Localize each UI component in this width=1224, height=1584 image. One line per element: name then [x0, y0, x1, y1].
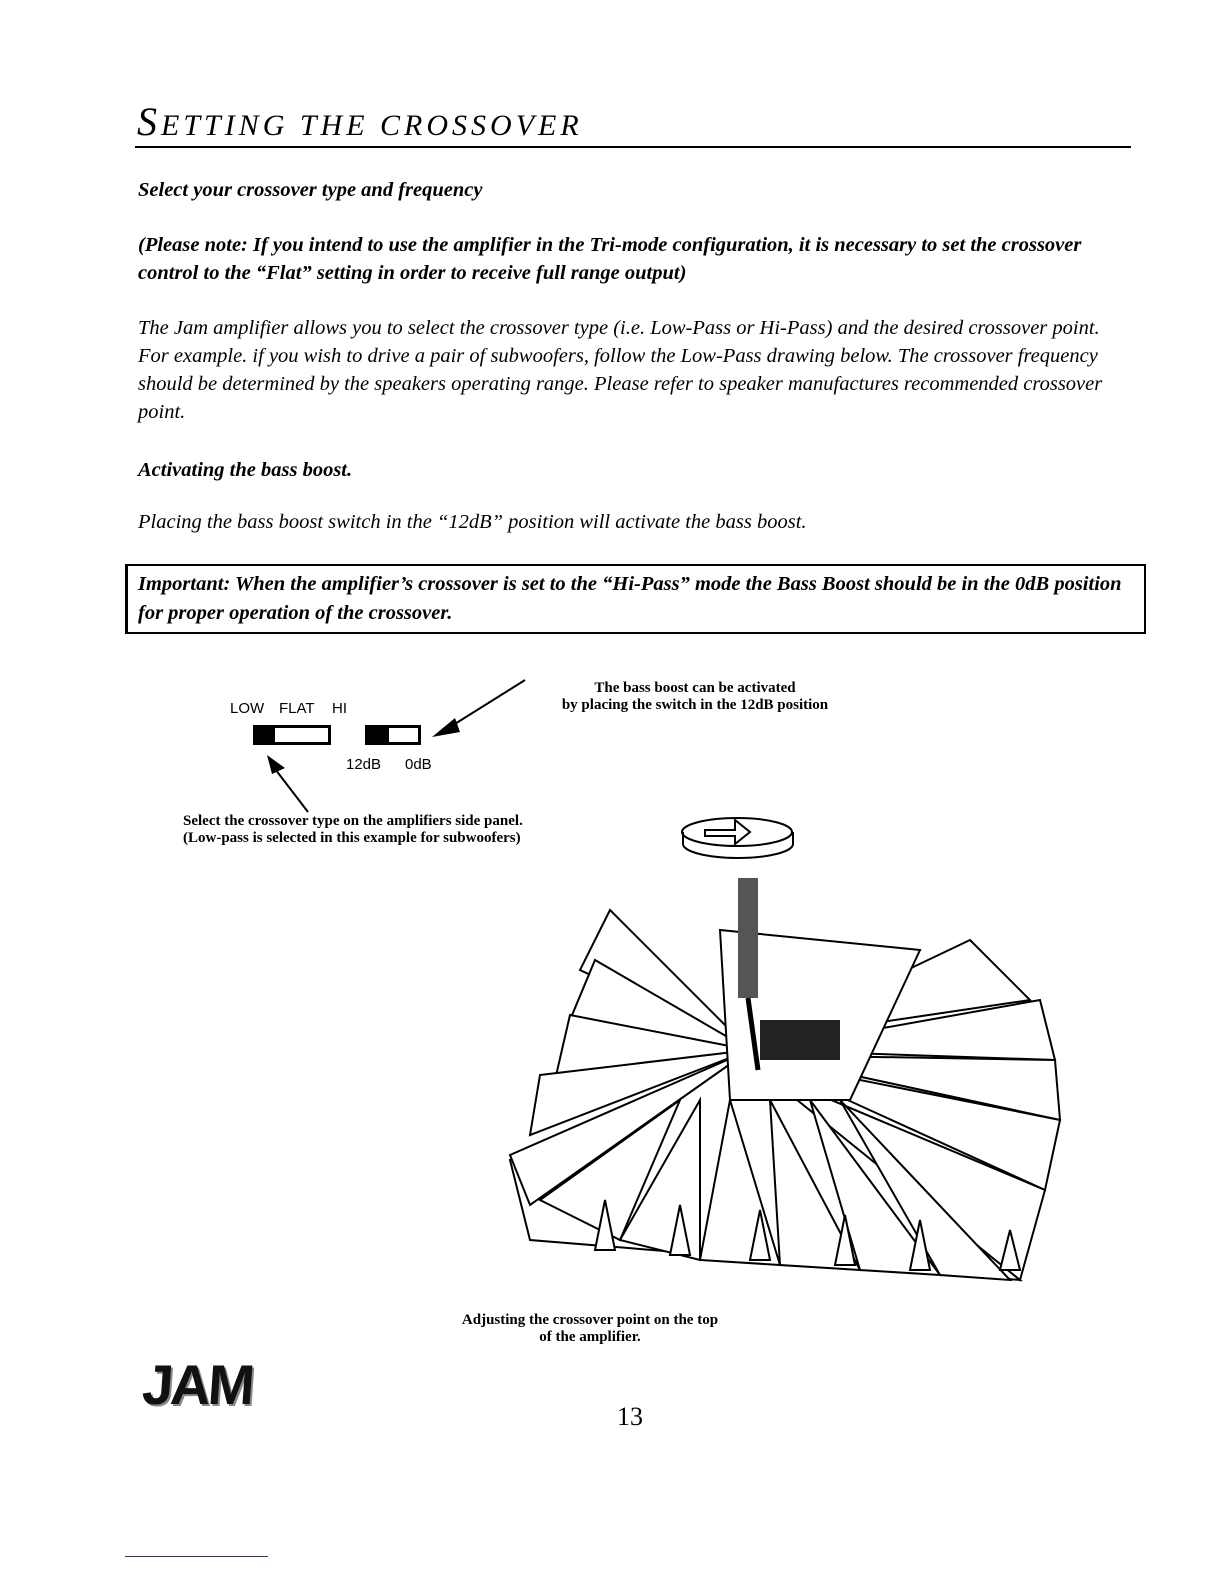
label-flat: FLAT	[279, 700, 315, 717]
subheading-select: Select your crossover type and frequency	[138, 179, 483, 201]
jam-logo: JAM	[140, 1353, 254, 1416]
important-box	[125, 564, 1146, 634]
arrow-head-boost	[432, 718, 460, 737]
title-rule	[135, 146, 1131, 148]
title-rest: ETTING THE CROSSOVER	[161, 109, 583, 142]
boost-caption-1: The bass boost can be activated	[594, 680, 796, 696]
arrow-head-type	[267, 755, 285, 774]
footer-line	[125, 1556, 268, 1557]
amp-caption-1: Adjusting the crossover point on the top	[461, 1312, 719, 1328]
rotate-icon	[675, 810, 805, 860]
arrows	[250, 660, 550, 820]
subheading-bass: Activating the bass boost.	[138, 459, 353, 481]
boost-caption	[530, 680, 860, 714]
page-number: 13	[617, 1402, 643, 1431]
boost-caption-2: by placing the switch in the 12dB position	[561, 697, 829, 713]
bass-boost-text: Placing the bass boost switch in the “12dB” position will activate the bass boost.	[138, 511, 807, 533]
label-0db: 0dB	[405, 756, 432, 773]
amp-logo-panel	[760, 1020, 840, 1060]
type-caption-1: Select the crossover type on the amplifiers side panel.	[183, 813, 523, 829]
page-title	[137, 98, 583, 145]
tri-mode-note: (Please note: If you intend to use the amplifier in the Tri-mode configuration, it is necessary to set the crossover control to the “Flat” setting in order to receive full range output)	[138, 234, 1082, 284]
type-caption-2: (Low-pass is selected in this example for subwoofers)	[183, 830, 521, 846]
title-initial: S	[137, 99, 161, 144]
label-hi: HI	[332, 700, 347, 717]
label-12db: 12dB	[346, 756, 382, 773]
screwdriver	[738, 878, 758, 998]
body-paragraph: The Jam amplifier allows you to select the crossover type (i.e. Low-Pass or Hi-Pass) and the desired crossover point. For example. if you wish to drive a pair of subwoofers, follow the Low-Pass drawing below. The crossover frequency should be determined by the speakers operating range. Please refer to speaker manufactures recommended crossover point.	[138, 317, 1103, 423]
label-low: LOW	[230, 700, 265, 717]
important-text: Important: When the amplifier’s crossover is set to the “Hi-Pass” mode the Bass Boost should be in the 0dB position for proper operation of the crossover.	[138, 573, 1122, 624]
amplifier-illustration	[500, 870, 1080, 1310]
arrow-line-type	[272, 765, 308, 812]
amp-caption-2: of the amplifier.	[539, 1329, 641, 1345]
type-caption	[183, 813, 523, 847]
amp-caption	[430, 1312, 750, 1346]
arrow-line-boost	[450, 680, 525, 727]
